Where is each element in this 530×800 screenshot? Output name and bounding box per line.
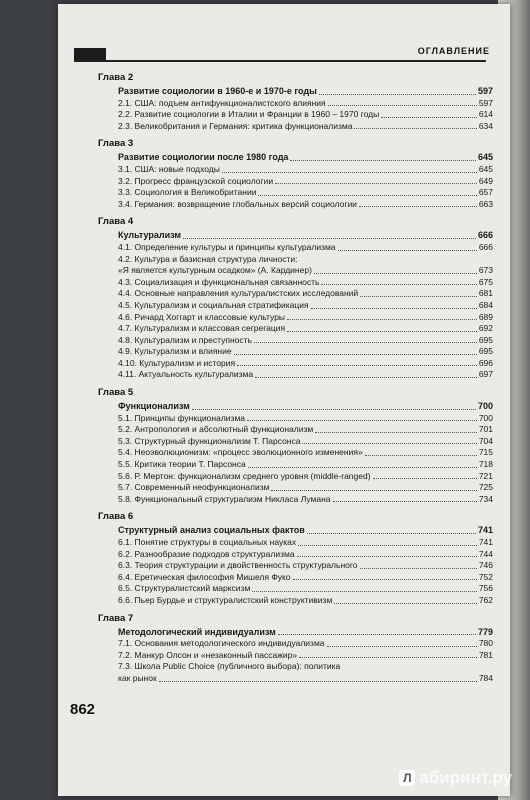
chapter-section [98, 511, 493, 606]
toc-entry[interactable] [98, 288, 493, 300]
book-page [58, 4, 510, 796]
entry-page-number: 756 [478, 583, 493, 594]
entry-page-number: 734 [478, 493, 493, 504]
toc-entry[interactable] [98, 277, 493, 289]
entry-page-number: 741 [477, 525, 493, 536]
toc-entry[interactable] [98, 549, 493, 561]
toc-entry[interactable] [98, 482, 493, 494]
entry-title: 6.3. Теория структурации и двойственность структурального [118, 560, 358, 571]
toc-entry[interactable] [98, 436, 493, 448]
chapter-label: Глава 2 [98, 72, 134, 83]
toc-entry[interactable] [98, 413, 493, 425]
entry-page-number: 781 [478, 649, 493, 660]
entry-title: 4.4. Основные направления культуралистских исследований [118, 288, 359, 299]
table-of-contents [98, 72, 493, 691]
leader-dots [365, 455, 477, 456]
leader-dots [252, 591, 477, 592]
toc-entry[interactable] [98, 187, 493, 199]
entry-page-number: 666 [478, 241, 493, 252]
leader-dots [307, 533, 476, 534]
leader-dots [327, 646, 477, 647]
entry-title: Развитие социологии в 1960-е и 1970-е годы [118, 86, 317, 96]
entry-title: 6.1. Понятие структуры в социальных науках [118, 537, 297, 547]
entry-title: 4.9. Культурализм и влияние [118, 346, 232, 357]
entry-title: 5.3. Структурный функционализм Т. Парсонса [118, 435, 301, 446]
toc-entry[interactable] [98, 537, 493, 549]
entry-title: 6.5. Структуралистский марксизм [118, 583, 251, 594]
entry-page-number: 614 [478, 109, 493, 120]
entry-page-number: 725 [478, 482, 493, 493]
entry-page-number: 704 [478, 435, 493, 446]
entry-title: 4.6. Ричард Хоггарт и классовые культуры [118, 311, 286, 322]
entry-page-number: 779 [477, 626, 493, 637]
toc-entry[interactable] [98, 335, 493, 347]
entry-page-number: 741 [478, 537, 493, 547]
leader-dots [297, 556, 477, 557]
entry-page-number: 663 [478, 198, 493, 209]
entry-title: 6.2. Разнообразие подходов структурализма [118, 548, 295, 559]
toc-entry[interactable] [98, 265, 493, 277]
entry-title: 5.7. Современный неофункционализм [118, 482, 270, 493]
leader-dots [159, 681, 477, 682]
entry-page-number: 762 [478, 594, 493, 605]
toc-entry[interactable] [98, 109, 493, 121]
toc-entry[interactable] [98, 176, 493, 188]
leader-dots [287, 331, 477, 332]
toc-entry[interactable] [98, 98, 493, 110]
leader-dots [298, 545, 477, 546]
leader-dots [381, 117, 477, 118]
entry-page-number: 675 [478, 276, 493, 287]
toc-entry[interactable] [98, 323, 493, 335]
toc-entry[interactable] [98, 121, 493, 133]
entry-title: 3.4. Германия: возвращение глобальных версий социологии [118, 198, 357, 209]
entry-title: Структурный анализ социальных фактов [118, 525, 305, 536]
leader-dots [237, 365, 477, 366]
entry-page-number: 752 [478, 571, 493, 582]
leader-dots [290, 160, 476, 161]
chapter-section [98, 613, 493, 685]
leader-dots [314, 273, 477, 274]
entry-title: 5.8. Функциональный структурализм Никласа Лумана [118, 493, 331, 504]
entry-title: 5.1. Принципы функционализма [118, 412, 246, 423]
entry-title: 5.6. Р. Мертон: функционализм среднего уровня (middle-ranged) [118, 470, 371, 481]
chapter-section [98, 216, 493, 381]
entry-title: 4.7. Культурализм и классовая сегрегация [118, 323, 286, 334]
toc-entry[interactable] [98, 312, 493, 324]
leader-dots [373, 478, 477, 479]
leader-dots [192, 409, 476, 410]
entry-page-number: 597 [478, 97, 493, 108]
entry-title: 3.2. Прогресс французской социологии [118, 175, 274, 186]
leader-dots [328, 105, 477, 106]
chapter-heading[interactable] [98, 401, 493, 413]
entry-title: 2.1. США: подъем антифункционалистского влияния [118, 97, 326, 108]
entry-page-number: 634 [478, 120, 493, 131]
entry-page-number: 696 [478, 357, 493, 368]
entry-title: 4.3. Социализация и функциональная связанность [118, 276, 320, 287]
toc-entry[interactable] [98, 583, 493, 595]
entry-page-number: 746 [478, 560, 493, 571]
leader-dots [254, 342, 477, 343]
entry-title: 7.3. Школа Public Choice (публичного выбора): политика [118, 661, 341, 672]
leader-dots [302, 443, 476, 444]
toc-entry[interactable] [98, 424, 493, 436]
entry-page-number: 697 [478, 369, 493, 380]
toc-entry[interactable] [98, 638, 493, 650]
chapter-label: Глава 5 [98, 387, 134, 399]
chapter-heading[interactable] [98, 86, 493, 98]
entry-title: Методологический индивидуализм [118, 626, 276, 637]
toc-entry[interactable] [98, 459, 493, 471]
entry-page-number: 700 [478, 412, 493, 423]
entry-title: 3.3. Социология в Великобритании [118, 187, 257, 198]
entry-title: 4.1. Определение культуры и принципы культурализма [118, 241, 336, 252]
leader-dots [338, 250, 477, 251]
entry-title: 4.8. Культурализм и преступность [118, 334, 252, 345]
chapter-section [98, 72, 493, 132]
leader-dots [275, 183, 477, 184]
entry-title: Функционализм [118, 401, 190, 412]
leader-dots [299, 657, 477, 658]
page-number: 862 [70, 701, 96, 718]
watermark-text: абиринт.ру [419, 768, 512, 787]
labirint-logo-icon: Л [399, 770, 415, 786]
entry-page-number: 684 [478, 299, 493, 310]
toc-entry[interactable] [98, 595, 493, 607]
toc-entry[interactable] [98, 300, 493, 312]
entry-page-number: 701 [478, 424, 493, 435]
running-header: ОГЛАВЛЕНИЕ [417, 46, 490, 56]
leader-dots [359, 206, 477, 207]
entry-title: Культурализм [118, 230, 182, 241]
leader-dots [360, 296, 477, 297]
entry-page-number: 695 [478, 346, 493, 357]
toc-entry[interactable] [98, 254, 493, 266]
chapter-heading[interactable] [98, 525, 493, 537]
leader-dots [247, 420, 477, 421]
entry-title: 4.11. Актуальность культурализма [118, 369, 254, 380]
leader-dots [234, 354, 477, 355]
leader-dots [333, 501, 477, 502]
toc-entry[interactable] [98, 650, 493, 662]
leader-dots [321, 284, 476, 285]
toc-entry[interactable] [98, 673, 493, 685]
entry-title: 5.4. Неоэволюционизм: «процесс эволюционного изменения» [118, 447, 363, 458]
entry-title: 6.4. Еретическая философия Мишеля Фуко [118, 571, 291, 582]
entry-title: 4.2. Культура и базисная структура личности: [118, 253, 298, 264]
leader-dots [334, 603, 477, 604]
entry-page-number: 715 [478, 447, 493, 458]
entry-title: 5.2. Антропология и абсолютный функционализм [118, 424, 314, 435]
chapter-section [98, 138, 493, 210]
chapter-label: Глава 3 [98, 138, 134, 150]
leader-dots [183, 238, 476, 239]
chapter-section [98, 387, 493, 505]
entry-title: Развитие социологии после 1980 года [118, 152, 289, 163]
leader-dots [354, 128, 476, 129]
entry-page-number: 695 [478, 334, 493, 345]
entry-page-number: 744 [478, 548, 493, 559]
entry-page-number: 666 [477, 230, 493, 241]
entry-page-number: 692 [478, 323, 493, 334]
header-rule [74, 60, 486, 62]
chapter-heading[interactable] [98, 152, 493, 164]
entry-page-number: 689 [478, 311, 493, 322]
leader-dots [293, 579, 477, 580]
entry-title: 2.2. Развитие социологии в Италии и Франции в 1960 – 1970 годы [118, 109, 380, 120]
entry-page-number: 645 [477, 152, 493, 163]
toc-entry[interactable] [98, 164, 493, 176]
entry-page-number: 784 [478, 672, 493, 683]
entry-page-number: 649 [478, 175, 493, 186]
entry-page-number: 718 [478, 459, 493, 470]
entry-title: 3.1. США: новые подходы [118, 163, 220, 174]
toc-entry[interactable] [98, 447, 493, 459]
entry-title: 4.10. Культурализм и история [118, 357, 236, 368]
toc-entry[interactable] [98, 369, 493, 381]
toc-entry[interactable] [98, 494, 493, 506]
entry-page-number: 645 [478, 163, 493, 174]
chapter-label: Глава 4 [98, 216, 134, 228]
leader-dots [222, 172, 477, 173]
chapter-label: Глава 6 [98, 511, 134, 523]
leader-dots [319, 94, 476, 95]
entry-title: 7.1. Основания методологического индивидуализма [118, 638, 325, 649]
leader-dots [311, 308, 477, 309]
entry-page-number: 597 [477, 86, 493, 96]
entry-title: 2.3. Великобритания и Германия: критика функционализма [118, 120, 353, 131]
leader-dots [255, 377, 477, 378]
leader-dots [360, 568, 477, 569]
leader-dots [248, 467, 477, 468]
entry-title: 4.5. Культурализм и социальная стратификация [118, 299, 309, 310]
leader-dots [271, 490, 476, 491]
leader-dots [278, 634, 476, 635]
leader-dots [287, 319, 477, 320]
leader-dots [315, 432, 477, 433]
chapter-label: Глава 7 [98, 612, 134, 624]
leader-dots [258, 195, 476, 196]
chapter-heading[interactable] [98, 627, 493, 639]
toc-entry[interactable] [98, 346, 493, 358]
chapter-heading[interactable] [98, 230, 493, 242]
toc-entry[interactable] [98, 572, 493, 584]
entry-page-number: 700 [477, 401, 493, 412]
entry-page-number: 780 [478, 638, 493, 649]
entry-page-number: 673 [478, 265, 493, 276]
toc-entry[interactable] [98, 358, 493, 370]
watermark [399, 768, 512, 788]
entry-title: 7.2. Манкур Олсон и «незаконный пассажир» [118, 649, 298, 660]
toc-entry[interactable] [98, 661, 493, 673]
entry-title: 5.5. Критика теории Т. Парсонса [118, 459, 246, 470]
entry-page-number: 681 [478, 288, 493, 299]
entry-page-number: 657 [478, 187, 493, 198]
entry-title: «Я является культурным осадком» (А. Кардинер) [118, 265, 312, 276]
toc-entry[interactable] [98, 471, 493, 483]
entry-title: 6.6. Пьер Бурдье и структуралистский конструктивизм [118, 594, 333, 605]
entry-page-number: 721 [478, 470, 493, 481]
toc-entry[interactable] [98, 199, 493, 211]
entry-title: как рынок [118, 672, 157, 683]
toc-entry[interactable] [98, 560, 493, 572]
toc-entry[interactable] [98, 242, 493, 254]
